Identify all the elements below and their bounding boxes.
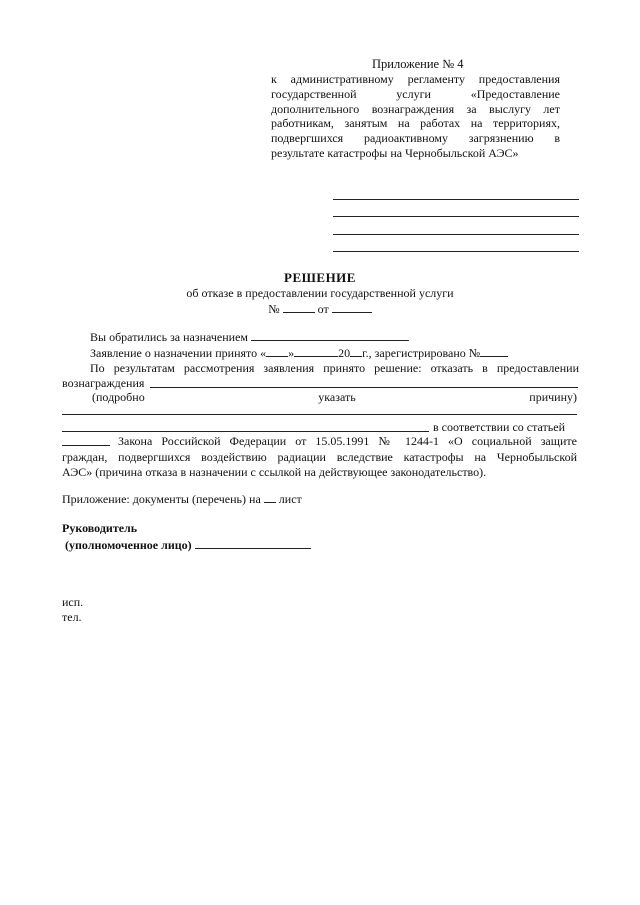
detail-word: указать [318,390,356,404]
phone-label: тел. [62,610,82,624]
law-line-text: АЭС» (причина отказа в назначении с ссылкой на действующее законодательство). [62,465,487,479]
appendix-heading: Приложение № 4 [372,57,464,71]
sheet-label: лист [278,492,302,506]
applied-for-text: Вы обратились за назначением [90,330,249,344]
signature-role: Руководитель [62,521,138,535]
quote-close: » [288,346,295,360]
signature-blank [195,538,311,549]
appendix-line: к административному регламенту предоставления [271,72,560,86]
reason-line [62,414,577,415]
detail-word: (подробно [92,390,145,404]
remuneration-text: вознаграждения [62,376,145,390]
attachment-line [62,492,302,507]
decision-title: РЕШЕНИЕ [284,270,356,285]
authorized-label: (уполномоченное лицо) [65,538,192,552]
law-reference-paragraph [62,434,577,481]
from-label: от [317,302,329,316]
addressee-line [333,216,579,217]
executor-label: исп. [62,595,84,609]
day-blank [266,346,288,357]
year-blank [350,346,362,357]
appendix-line: подвергшихся радиоактивному загрязнению в [271,131,560,146]
addressee-line [333,199,579,200]
detail-word: причину) [529,390,577,404]
addressee-line [333,251,579,252]
attachment-text: Приложение: документы (перечень) на [62,492,261,506]
reason-line [62,431,429,432]
year-prefix: 20 [338,346,351,360]
registered-text: г., зарегистрировано № [362,346,481,360]
month-blank [294,346,338,357]
body-line-2 [90,346,508,361]
sheet-count-blank [264,492,276,503]
article-blank [62,434,110,446]
signature-authorized [65,538,311,553]
decision-number-line [0,302,640,317]
service-blank [251,330,409,341]
registration-number-blank [480,346,508,357]
appendix-line: государственной услуги «Предоставление [271,86,560,101]
appendix-text [271,72,560,161]
appendix-line: дополнительного вознаграждения за выслугу лет [271,101,560,116]
law-line-text: Закона Российской Федерации от 15.05.1991 № 1244-1 «О социальной защите [118,434,577,448]
decision-subtitle: об отказе в предоставлении государственной услуги [186,286,454,300]
body-line-1 [90,330,409,345]
addressee-line [333,234,579,235]
number-blank [283,302,315,313]
number-label: № [268,302,280,316]
appendix-line: работникам, занятым на работах на территориях, [271,116,560,131]
law-line-1 [62,434,577,450]
reason-blank [150,387,578,388]
detail-hint [92,390,577,405]
date-blank [332,302,372,313]
decision-result-text: По результатам рассмотрения заявления принято решение: отказать в предоставлении [90,361,579,375]
law-line-text: граждан, подвергшихся воздействию радиации вследствие катастрофы на Чернобыльской [62,449,577,464]
according-to-article-text: в соответствии со статьей [433,420,565,434]
application-accepted-text: Заявление о назначении принято « [90,346,267,360]
appendix-line: результате катастрофы на Чернобыльской АЭС» [271,145,519,160]
